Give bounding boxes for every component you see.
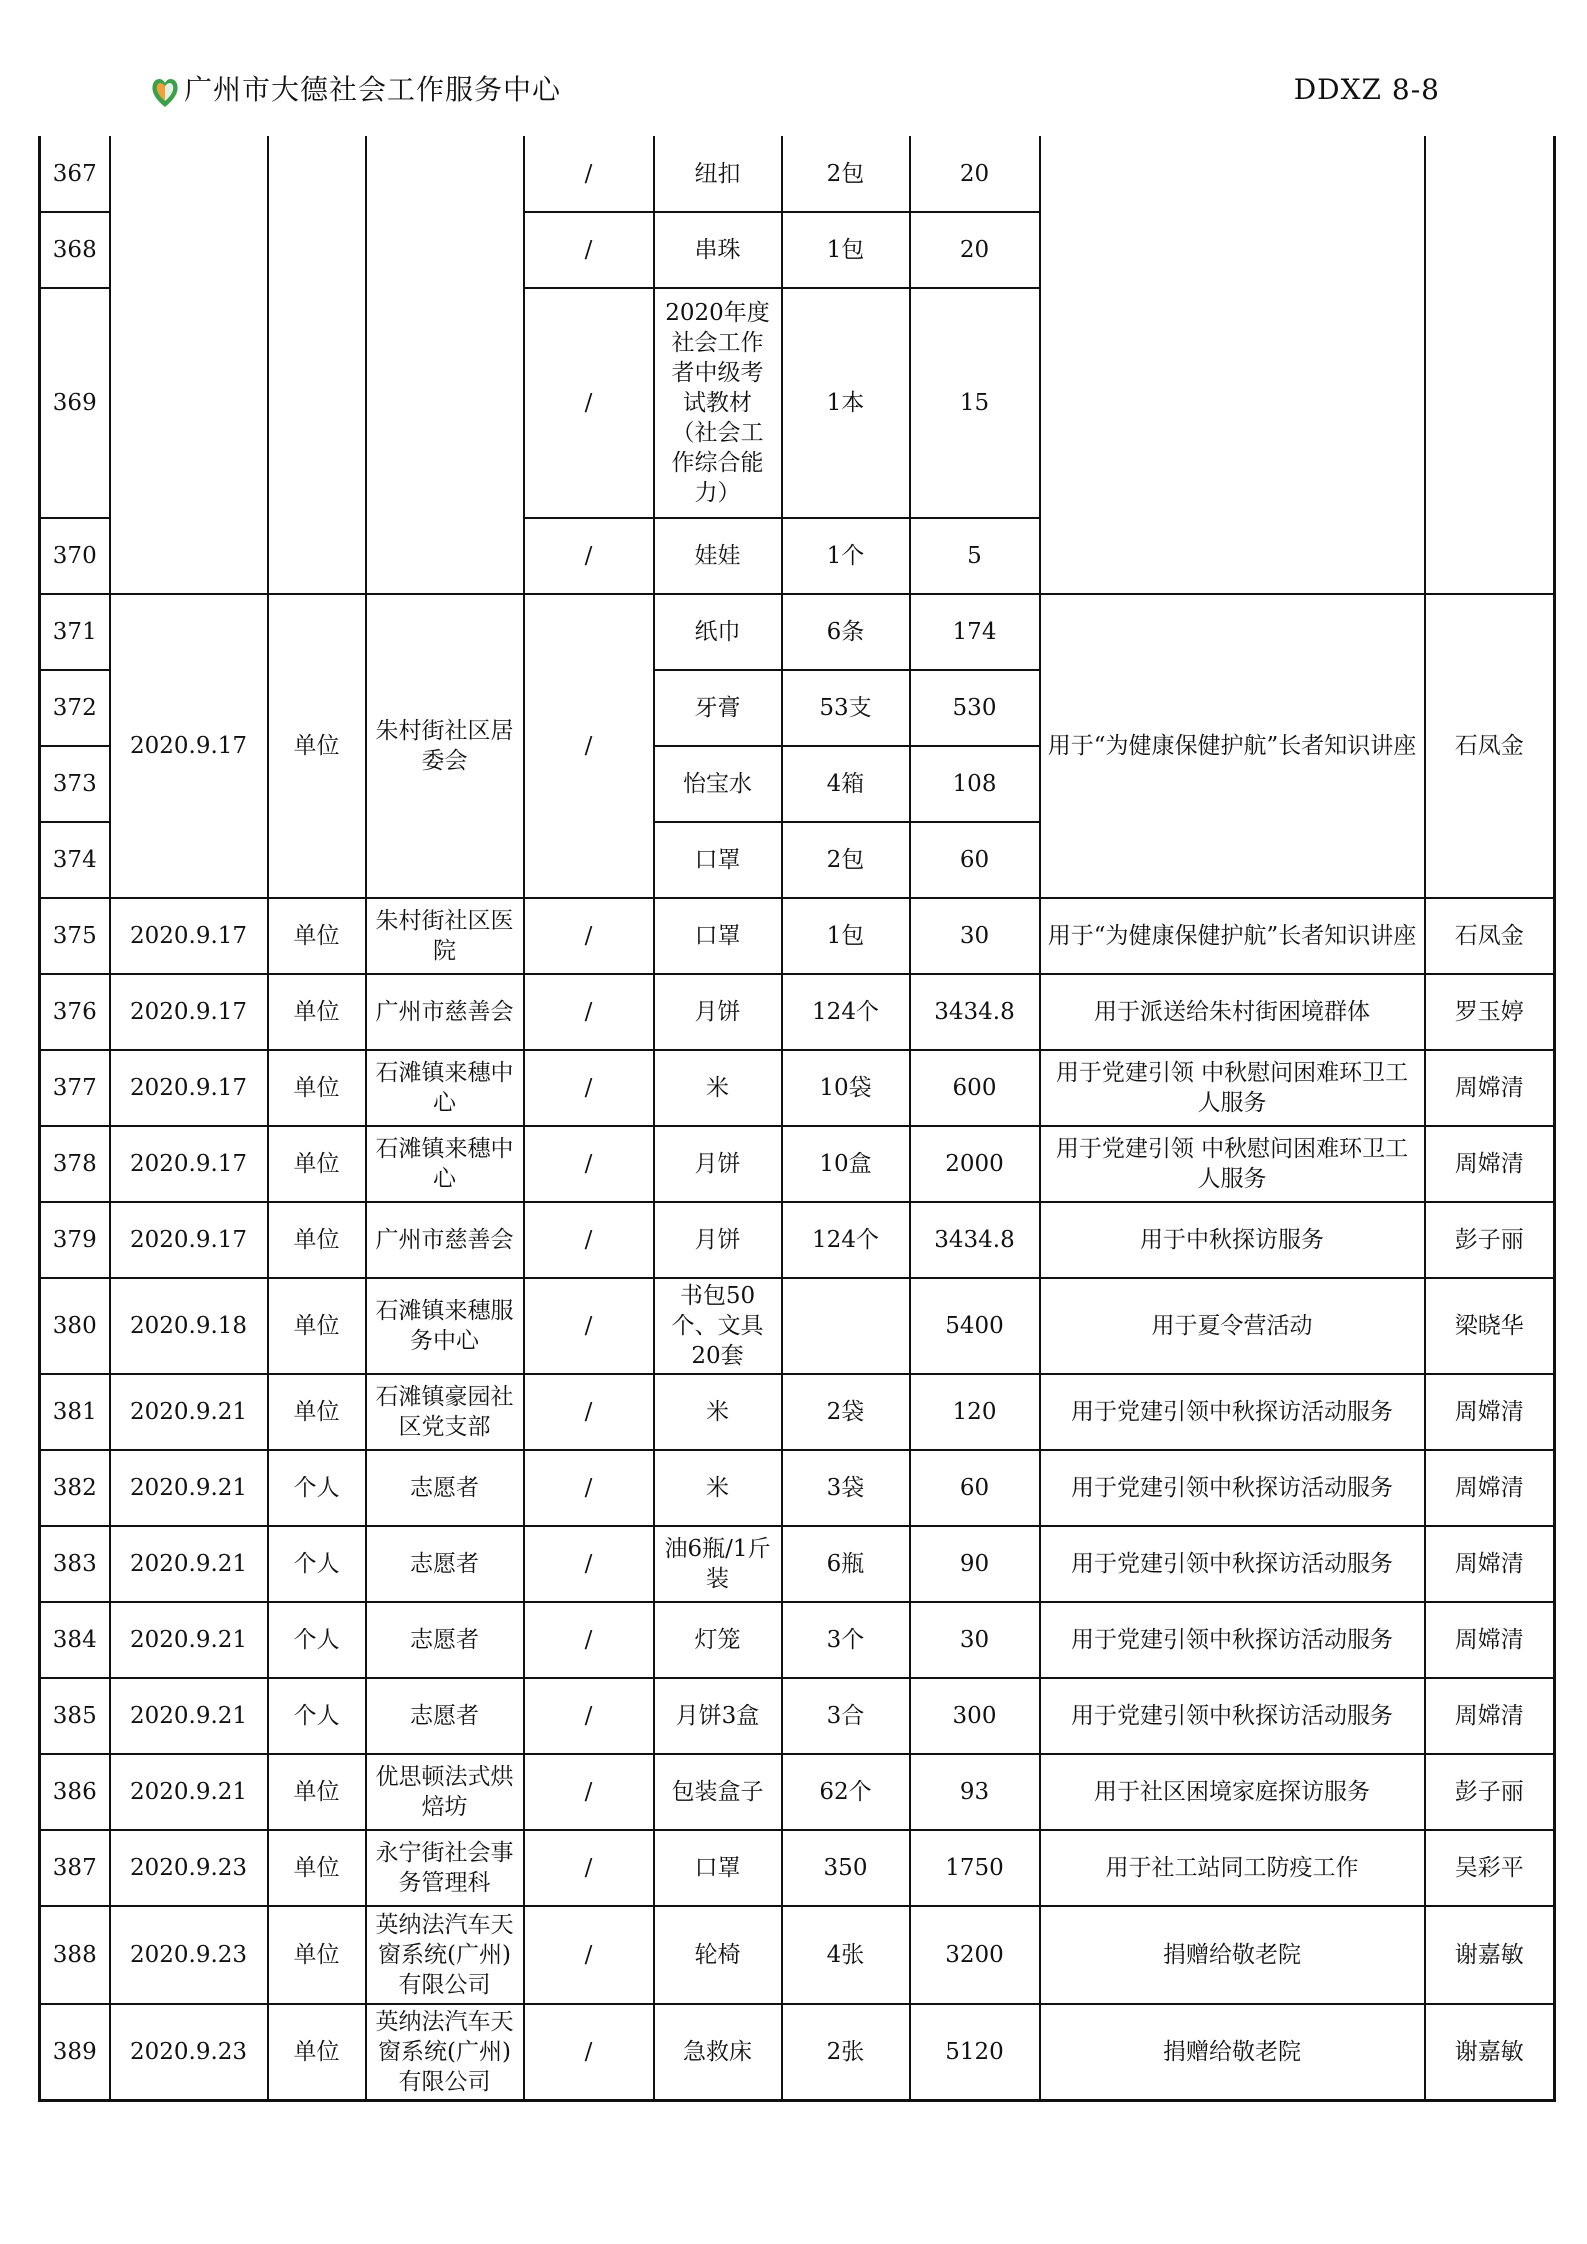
cell-qty: 6瓶 (782, 1526, 910, 1602)
cell-type: 个人 (268, 1602, 366, 1678)
table-row (40, 2004, 1555, 2100)
cell-donor (366, 136, 524, 594)
cell-item: 书包50个、文具20套 (654, 1278, 782, 1374)
cell-qty: 124个 (782, 974, 910, 1050)
cell-handler: 梁晓华 (1425, 1278, 1555, 1374)
cell-type: 单位 (268, 1830, 366, 1906)
table-row (40, 1526, 1555, 1602)
cell-no: 382 (40, 1450, 110, 1526)
cell-handler: 石凤金 (1425, 898, 1555, 974)
cell-amount: 5120 (910, 2004, 1040, 2100)
cell-date: 2020.9.23 (110, 2004, 268, 2100)
cell-purpose: 用于党建引领中秋探访活动服务 (1040, 1602, 1425, 1678)
cell-method: / (524, 288, 654, 518)
cell-method: / (524, 1374, 654, 1450)
cell-amount: 30 (910, 898, 1040, 974)
cell-purpose: 用于夏令营活动 (1040, 1278, 1425, 1374)
cell-type: 个人 (268, 1450, 366, 1526)
cell-no: 377 (40, 1050, 110, 1126)
cell-no: 376 (40, 974, 110, 1050)
cell-date: 2020.9.17 (110, 1202, 268, 1278)
cell-no: 385 (40, 1678, 110, 1754)
cell-item: 口罩 (654, 822, 782, 898)
cell-purpose: 用于社工站同工防疫工作 (1040, 1830, 1425, 1906)
table-row (40, 1278, 1555, 1374)
cell-item: 月饼3盒 (654, 1678, 782, 1754)
cell-item: 口罩 (654, 898, 782, 974)
table-row (40, 1126, 1555, 1202)
cell-method: / (524, 974, 654, 1050)
table-row (40, 1906, 1555, 2004)
page-header (150, 70, 1450, 114)
cell-donor: 志愿者 (366, 1526, 524, 1602)
cell-purpose: 用于派送给朱村街困境群体 (1040, 974, 1425, 1050)
cell-item: 米 (654, 1374, 782, 1450)
cell-handler: 周嫦清 (1425, 1126, 1555, 1202)
cell-purpose: 用于“为健康保健护航”长者知识讲座 (1040, 594, 1425, 898)
cell-type: 单位 (268, 974, 366, 1050)
donation-ledger-table (38, 136, 1556, 2102)
cell-item: 娃娃 (654, 518, 782, 594)
cell-method: / (524, 136, 654, 212)
cell-method: / (524, 1830, 654, 1906)
cell-qty (782, 1278, 910, 1374)
cell-qty: 6条 (782, 594, 910, 670)
cell-item: 急救床 (654, 2004, 782, 2100)
cell-type: 单位 (268, 1202, 366, 1278)
cell-qty: 1包 (782, 898, 910, 974)
cell-item: 月饼 (654, 1126, 782, 1202)
cell-no: 383 (40, 1526, 110, 1602)
cell-amount: 93 (910, 1754, 1040, 1830)
cell-item: 米 (654, 1450, 782, 1526)
cell-method: / (524, 898, 654, 974)
cell-item: 口罩 (654, 1830, 782, 1906)
cell-donor: 石滩镇来穗中心 (366, 1126, 524, 1202)
cell-method: / (524, 1906, 654, 2004)
cell-type: 个人 (268, 1526, 366, 1602)
table-row (40, 1678, 1555, 1754)
cell-type: 单位 (268, 1906, 366, 2004)
cell-no: 384 (40, 1602, 110, 1678)
table-row (40, 1602, 1555, 1678)
cell-date: 2020.9.21 (110, 1374, 268, 1450)
cell-handler: 谢嘉敏 (1425, 1906, 1555, 2004)
cell-handler: 周嫦清 (1425, 1374, 1555, 1450)
cell-qty: 3袋 (782, 1450, 910, 1526)
cell-type (268, 136, 366, 594)
heart-logo-icon (150, 74, 180, 110)
cell-amount: 3434.8 (910, 1202, 1040, 1278)
cell-qty: 2张 (782, 2004, 910, 2100)
cell-no: 389 (40, 2004, 110, 2100)
cell-purpose: 用于党建引领 中秋慰问困难环卫工人服务 (1040, 1126, 1425, 1202)
cell-no: 371 (40, 594, 110, 670)
cell-method: / (524, 518, 654, 594)
cell-no: 372 (40, 670, 110, 746)
cell-item: 轮椅 (654, 1906, 782, 2004)
cell-qty: 1个 (782, 518, 910, 594)
cell-no: 386 (40, 1754, 110, 1830)
cell-no: 381 (40, 1374, 110, 1450)
table-row (40, 1202, 1555, 1278)
cell-date: 2020.9.17 (110, 898, 268, 974)
cell-date: 2020.9.21 (110, 1678, 268, 1754)
cell-purpose: 用于党建引领中秋探访活动服务 (1040, 1374, 1425, 1450)
cell-donor: 石滩镇来穗中心 (366, 1050, 524, 1126)
cell-item: 油6瓶/1斤装 (654, 1526, 782, 1602)
cell-method: / (524, 1126, 654, 1202)
cell-item: 灯笼 (654, 1602, 782, 1678)
cell-handler (1425, 136, 1555, 594)
cell-item: 串珠 (654, 212, 782, 288)
cell-date: 2020.9.21 (110, 1754, 268, 1830)
cell-no: 375 (40, 898, 110, 974)
cell-no: 367 (40, 136, 110, 212)
table-row (40, 136, 1555, 212)
organization-name: 广州市大德社会工作服务中心 (184, 73, 562, 106)
table-row (40, 1450, 1555, 1526)
cell-type: 单位 (268, 1278, 366, 1374)
cell-item: 米 (654, 1050, 782, 1126)
cell-type: 单位 (268, 898, 366, 974)
cell-amount: 530 (910, 670, 1040, 746)
cell-amount: 174 (910, 594, 1040, 670)
cell-amount: 120 (910, 1374, 1040, 1450)
cell-date: 2020.9.21 (110, 1602, 268, 1678)
cell-qty: 4张 (782, 1906, 910, 2004)
cell-amount: 15 (910, 288, 1040, 518)
cell-no: 374 (40, 822, 110, 898)
cell-donor: 朱村街社区居委会 (366, 594, 524, 898)
cell-date: 2020.9.17 (110, 974, 268, 1050)
cell-type: 单位 (268, 1754, 366, 1830)
cell-handler: 周嫦清 (1425, 1602, 1555, 1678)
cell-donor: 英纳法汽车天窗系统(广州)有限公司 (366, 2004, 524, 2100)
cell-qty: 3合 (782, 1678, 910, 1754)
cell-method: / (524, 1450, 654, 1526)
cell-purpose: 用于党建引领中秋探访活动服务 (1040, 1450, 1425, 1526)
cell-no: 370 (40, 518, 110, 594)
table-row (40, 974, 1555, 1050)
cell-qty: 1本 (782, 288, 910, 518)
cell-date: 2020.9.17 (110, 594, 268, 898)
cell-type: 个人 (268, 1678, 366, 1754)
cell-purpose: 用于党建引领中秋探访活动服务 (1040, 1678, 1425, 1754)
cell-donor: 朱村街社区医院 (366, 898, 524, 974)
cell-method: / (524, 1202, 654, 1278)
cell-qty: 1包 (782, 212, 910, 288)
cell-handler: 罗玉婷 (1425, 974, 1555, 1050)
cell-item: 牙膏 (654, 670, 782, 746)
cell-item: 月饼 (654, 974, 782, 1050)
cell-item: 纸巾 (654, 594, 782, 670)
cell-amount: 20 (910, 136, 1040, 212)
cell-handler: 周嫦清 (1425, 1678, 1555, 1754)
cell-amount: 90 (910, 1526, 1040, 1602)
table-row (40, 1754, 1555, 1830)
cell-handler: 周嫦清 (1425, 1526, 1555, 1602)
cell-qty: 53支 (782, 670, 910, 746)
cell-method: / (524, 1754, 654, 1830)
cell-handler: 石凤金 (1425, 594, 1555, 898)
cell-qty: 62个 (782, 1754, 910, 1830)
cell-item: 纽扣 (654, 136, 782, 212)
cell-qty: 2袋 (782, 1374, 910, 1450)
cell-amount: 2000 (910, 1126, 1040, 1202)
table-row (40, 898, 1555, 974)
cell-qty: 124个 (782, 1202, 910, 1278)
cell-date: 2020.9.17 (110, 1126, 268, 1202)
cell-no: 380 (40, 1278, 110, 1374)
cell-purpose: 用于中秋探访服务 (1040, 1202, 1425, 1278)
cell-handler: 谢嘉敏 (1425, 2004, 1555, 2100)
cell-qty: 2包 (782, 822, 910, 898)
cell-amount: 60 (910, 1450, 1040, 1526)
cell-no: 378 (40, 1126, 110, 1202)
cell-amount: 300 (910, 1678, 1040, 1754)
cell-donor: 广州市慈善会 (366, 1202, 524, 1278)
cell-donor: 广州市慈善会 (366, 974, 524, 1050)
cell-purpose: 捐赠给敬老院 (1040, 2004, 1425, 2100)
cell-no: 369 (40, 288, 110, 518)
cell-donor: 石滩镇来穗服务中心 (366, 1278, 524, 1374)
cell-purpose: 捐赠给敬老院 (1040, 1906, 1425, 2004)
cell-method: / (524, 1602, 654, 1678)
cell-item: 2020年度社会工作者中级考试教材（社会工作综合能力） (654, 288, 782, 518)
cell-qty: 4箱 (782, 746, 910, 822)
cell-qty: 3个 (782, 1602, 910, 1678)
cell-amount: 60 (910, 822, 1040, 898)
cell-amount: 3434.8 (910, 974, 1040, 1050)
cell-handler: 周嫦清 (1425, 1050, 1555, 1126)
cell-type: 单位 (268, 2004, 366, 2100)
cell-handler: 吴彩平 (1425, 1830, 1555, 1906)
table-row (40, 1050, 1555, 1126)
cell-no: 387 (40, 1830, 110, 1906)
cell-amount: 108 (910, 746, 1040, 822)
cell-type: 单位 (268, 1050, 366, 1126)
cell-method: / (524, 1278, 654, 1374)
cell-no: 379 (40, 1202, 110, 1278)
table-row (40, 594, 1555, 670)
cell-donor: 永宁街社会事务管理科 (366, 1830, 524, 1906)
cell-type: 单位 (268, 594, 366, 898)
cell-amount: 5400 (910, 1278, 1040, 1374)
cell-amount: 600 (910, 1050, 1040, 1126)
cell-qty: 10盒 (782, 1126, 910, 1202)
cell-method: / (524, 2004, 654, 2100)
cell-amount: 30 (910, 1602, 1040, 1678)
cell-donor: 优思顿法式烘焙坊 (366, 1754, 524, 1830)
cell-handler: 周嫦清 (1425, 1450, 1555, 1526)
cell-purpose: 用于“为健康保健护航”长者知识讲座 (1040, 898, 1425, 974)
cell-handler: 彭子丽 (1425, 1754, 1555, 1830)
cell-item: 包装盒子 (654, 1754, 782, 1830)
cell-donor: 石滩镇豪园社区党支部 (366, 1374, 524, 1450)
cell-purpose (1040, 136, 1425, 594)
cell-handler: 彭子丽 (1425, 1202, 1555, 1278)
cell-purpose: 用于党建引领中秋探访活动服务 (1040, 1526, 1425, 1602)
cell-method: / (524, 1678, 654, 1754)
document-code: DDXZ 8-8 (1293, 73, 1440, 106)
cell-method: / (524, 594, 654, 898)
cell-amount: 1750 (910, 1830, 1040, 1906)
cell-donor: 英纳法汽车天窗系统(广州)有限公司 (366, 1906, 524, 2004)
cell-method: / (524, 1526, 654, 1602)
cell-no: 373 (40, 746, 110, 822)
cell-purpose: 用于党建引领 中秋慰问困难环卫工人服务 (1040, 1050, 1425, 1126)
cell-donor: 志愿者 (366, 1602, 524, 1678)
cell-qty: 350 (782, 1830, 910, 1906)
cell-method: / (524, 212, 654, 288)
cell-date: 2020.9.23 (110, 1906, 268, 2004)
cell-date: 2020.9.21 (110, 1526, 268, 1602)
cell-donor: 志愿者 (366, 1450, 524, 1526)
cell-amount: 5 (910, 518, 1040, 594)
cell-amount: 3200 (910, 1906, 1040, 2004)
cell-qty: 10袋 (782, 1050, 910, 1126)
cell-date: 2020.9.17 (110, 1050, 268, 1126)
cell-date: 2020.9.21 (110, 1450, 268, 1526)
cell-type: 单位 (268, 1126, 366, 1202)
cell-no: 388 (40, 1906, 110, 2004)
cell-type: 单位 (268, 1374, 366, 1450)
table-row (40, 1830, 1555, 1906)
cell-date: 2020.9.23 (110, 1830, 268, 1906)
cell-donor: 志愿者 (366, 1678, 524, 1754)
cell-item: 月饼 (654, 1202, 782, 1278)
cell-item: 怡宝水 (654, 746, 782, 822)
cell-no: 368 (40, 212, 110, 288)
cell-method: / (524, 1050, 654, 1126)
cell-qty: 2包 (782, 136, 910, 212)
table-row (40, 1374, 1555, 1450)
cell-amount: 20 (910, 212, 1040, 288)
cell-date (110, 136, 268, 594)
cell-purpose: 用于社区困境家庭探访服务 (1040, 1754, 1425, 1830)
cell-date: 2020.9.18 (110, 1278, 268, 1374)
